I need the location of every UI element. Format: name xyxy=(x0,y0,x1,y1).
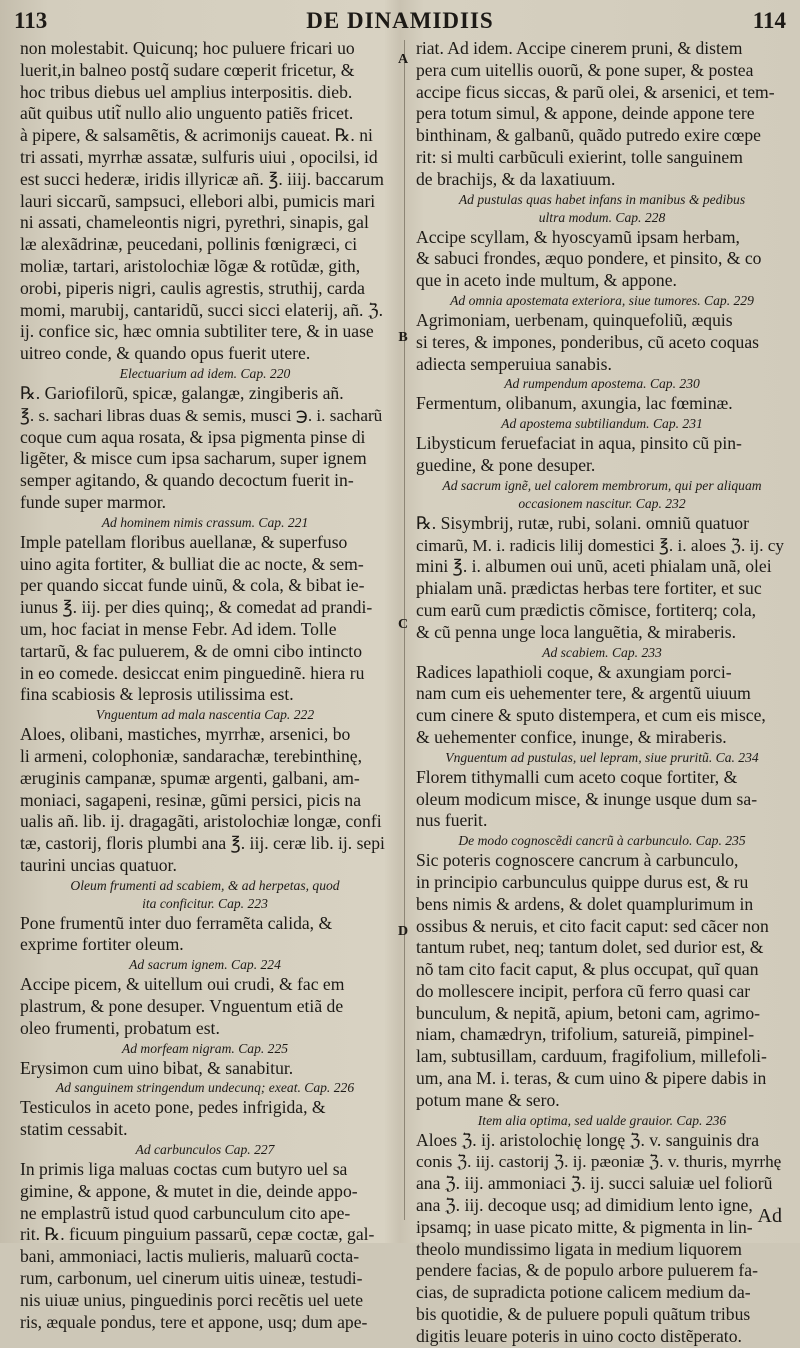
text-line: moniaci, sagapeni, resinæ, gũmi persici, picis na xyxy=(20,789,362,810)
section-heading: Ad apostema subtiliandum. Cap. 231 xyxy=(501,416,703,432)
left-column xyxy=(20,38,390,1333)
text-line: oleum modicum misce, & inunge usque dum sa- xyxy=(416,788,758,809)
text-line: ipsamq; in uase picato mitte, & pigmenta in lin- xyxy=(416,1216,753,1237)
text-line: momi, marubij, cantaridũ, succi sicci elaterij, añ. ℨ. xyxy=(20,299,384,320)
text-line: de brachijs, & da laxatiuum. xyxy=(416,168,616,189)
section-heading: Vnguentum ad mala nascentia Cap. 222 xyxy=(95,707,315,723)
text-line: Accipe picem, & uitellum oui crudi, & fac em xyxy=(20,974,345,995)
text-line: à pipere, & salsamẽtis, & acrimonijs caueat. ℞. ni xyxy=(20,125,373,146)
text-line: fina scabiosis & leprosis utilissima est. xyxy=(20,684,294,705)
text-line: do mollescere incipit, perfora cũ ferro quasi car xyxy=(416,980,751,1001)
text-line: Aloes, olibani, mastiches, myrrhæ, arsenici, bo xyxy=(20,724,351,745)
right-column xyxy=(416,38,788,1348)
running-title: DE DINAMIDIIS xyxy=(306,8,494,33)
text-line: Radices lapathioli coque, & axungiam porci- xyxy=(416,661,732,682)
text-line: Erysimon cum uino bibat, & sanabitur. xyxy=(20,1057,294,1078)
text-line: pera cum uitellis ouorũ, & pone super, & postea xyxy=(416,59,754,80)
text-line: uitreo conde, & quando opus fuerit utere. xyxy=(20,343,311,364)
text-line: ris, æquale pondus, tere et appone, usq; dum ape- xyxy=(20,1311,368,1332)
section-heading: De modo cognoscẽdi cancrũ à carbunculo. Cap. 235 xyxy=(458,833,746,849)
text-line: orobi, piperis nigri, caulis agrestis, struthij, carda xyxy=(20,277,365,298)
section-heading: Ad hominem nimis crassum. Cap. 221 xyxy=(101,514,309,530)
text-line: si teres, & impones, ponderibus, cũ aceto coquas xyxy=(416,331,759,352)
text-line: taurini uncias quatuor. xyxy=(20,854,177,875)
text-line: gimine, & appone, & mutet in die, deinde appo- xyxy=(20,1180,358,1201)
text-line: bani, ammoniaci, lactis mulieris, maluarũ cocta- xyxy=(20,1246,360,1267)
text-line: ℥. s. sachari libras duas & semis, musci ℈. i. sacharũ xyxy=(20,405,383,425)
section-heading: Ad scabiem. Cap. 233 xyxy=(542,644,662,660)
margin-letter-d: D xyxy=(397,924,409,939)
section-heading: ultra modum. Cap. 228 xyxy=(538,209,666,225)
text-line: pendere facias, & de populo arbore puluerem fa- xyxy=(416,1260,758,1281)
text-line: Florem tithymalli cum aceto coque fortiter, & xyxy=(416,766,738,787)
section-heading: occasionem nascitur. Cap. 232 xyxy=(518,495,686,511)
text-line: um, ana M. i. teras, & cum uino & pipere dabis in xyxy=(416,1068,767,1089)
section-heading: Ad omnia apostemata exteriora, siue tumores. Cap. 229 xyxy=(450,292,754,308)
page-number-right: 114 xyxy=(752,8,786,33)
text-line: statim cessabit. xyxy=(20,1119,128,1140)
text-line: phialam unã. prædictas herbas tere fortiter, et suc xyxy=(416,578,762,599)
text-line: coque cum aqua rosata, & ipsa pigmenta pinse di xyxy=(20,426,366,447)
text-line: ij. confice sic, hæc omnia subtiliter tere, & in uase xyxy=(20,321,374,342)
text-line: nõ tam cito facit caput, & plus occupat, quĩ quan xyxy=(416,959,759,980)
text-line: guedine, & pone desuper. xyxy=(416,454,596,475)
text-line: funde super marmor. xyxy=(20,491,167,512)
section-heading: Ad pustulas quas habet infans in manibus & pedibus xyxy=(458,191,746,207)
text-line: semper agitando, & quando decoctum fuerit in- xyxy=(20,470,354,491)
text-line: læ alexãdrinæ, peucedani, pollinis fœnigræci, ci xyxy=(20,234,358,255)
text-line: in principio carbunculus quippe durus est, & ru xyxy=(416,871,749,892)
text-line: in eo comede. desiccat enim pinguedinẽ. hiera ru xyxy=(20,662,365,683)
text-line: cum earũ cum prædictis cõmisce, fortiterq; cola, xyxy=(416,599,757,620)
text-line: ne emplastrũ istud quod carbunculum cito ape- xyxy=(20,1202,351,1223)
text-line: bis quotidie, & de puluere populi quãtum tribus xyxy=(416,1304,751,1325)
section-heading: Oleum frumenti ad scabiem, & ad herpetas, quod xyxy=(70,877,340,893)
section-heading: Ad sacrum ignem. Cap. 224 xyxy=(129,957,281,973)
text-line: potum mane & sero. xyxy=(416,1089,560,1110)
text-line: theolo mundissimo ligata in medium liquorem xyxy=(416,1238,742,1259)
text-line: æruginis campanæ, spumæ argenti, galbani, am- xyxy=(20,767,360,788)
text-line: li armeni, colophoniæ, sandarachæ, terebinthinę, xyxy=(20,745,363,766)
text-line: & sabuci frondes, æquo pondere, et pinsito, & co xyxy=(416,248,762,269)
text-line: pera totum simul, & appone, deinde appone tere xyxy=(416,103,755,124)
text-line: niam, chamædryn, trifolium, satureiã, pimpinel- xyxy=(416,1024,755,1045)
text-line: rit: si multi carbũculi exierint, tolle sanguinem xyxy=(416,146,743,167)
text-line: plastrum, & pone desuper. Vnguentum etiã de xyxy=(20,996,344,1017)
text-line: hoc tribus diebus uel amplius interpositis. dieb. xyxy=(20,81,353,102)
text-line: & uehementer confice, inunge, & miraberis. xyxy=(416,726,727,747)
text-line: Agrimoniam, uerbenam, quinquefoliũ, æquis xyxy=(416,309,733,330)
text-line: exprime fortiter oleum. xyxy=(20,934,184,955)
text-line: ossibus & neruis, et cito facit caput: sed cãcer non xyxy=(416,915,769,936)
text-line: Pone frumentũ inter duo ferramẽta calida, & xyxy=(20,912,333,933)
text-line: cimarũ, M. i. radicis lilij domestici ℥. i. aloes ℨ. ij. cy xyxy=(416,535,785,555)
text-line: Aloes ℨ. ij. aristolochię longę ℨ. v. sanguinis dra xyxy=(416,1129,760,1150)
text-line: adiecta semperuiua sanabis. xyxy=(416,353,612,374)
margin-letter-a: A xyxy=(397,52,409,67)
text-line: non molestabit. Quicunq; hoc puluere fricari uo xyxy=(20,38,355,58)
text-line: digitis leuare poteris in uino cocto distẽperato. xyxy=(416,1325,742,1346)
text-line: Imple patellam floribus auellanæ, & superfuso xyxy=(20,531,348,552)
text-line: luerit,in balneo postq̃ sudare cœperit fricetur, & xyxy=(20,59,355,80)
text-line: Libysticum feruefaciat in aqua, pinsito cũ pin- xyxy=(416,433,742,454)
text-line: ligẽter, & misce cum ipsa sacharum, super ignem xyxy=(20,448,367,469)
text-line: aũt quibus utit̃ nullo alio unguento patiẽs fricet. xyxy=(20,103,354,124)
text-line: accipe ficus siccas, & parũ olei, & arsenici, et tem- xyxy=(416,81,775,102)
text-line: ℞. Sisymbrij, rutæ, rubi, solani. omniũ quatuor xyxy=(416,512,749,533)
text-line: lauri siccarũ, sampsuci, ellebori albi, pumicis mari xyxy=(20,190,376,211)
text-line: nis uiuæ unius, pinguedinis porci recẽtis uel uete xyxy=(20,1289,364,1310)
section-heading: ita conficitur. Cap. 223 xyxy=(142,895,268,911)
text-line: In primis liga maluas coctas cum butyro uel sa xyxy=(20,1159,348,1180)
text-line: bens nimis & ardens, & dolet quamplurimum in xyxy=(416,893,754,914)
page-header xyxy=(14,6,786,36)
text-line: nus fuerit. xyxy=(416,810,488,831)
section-heading: Vnguentum ad pustulas, uel lepram, siue pruritũ. Ca. 234 xyxy=(445,749,759,765)
page-number-left: 113 xyxy=(14,8,48,33)
text-line: cias, de supradicta potione calicem medium da- xyxy=(416,1282,751,1303)
text-line: moliæ, tartari, aristolochiæ lõgæ & rotũdæ, gith, xyxy=(20,255,361,276)
text-line: ana ℨ. iij. decoque usq; ad dimidium lento igne, xyxy=(416,1195,753,1216)
margin-letter-b: B xyxy=(398,330,408,345)
text-line: nam cum eis uehementer tere, & argentũ uiuum xyxy=(416,683,751,704)
text-line: bunculum, & nepitã, apium, betoni cam, agrimo- xyxy=(416,1002,760,1023)
text-line: rit. ℞. ficuum pinguium passarũ, cepæ coctæ, gal- xyxy=(20,1224,375,1245)
text-line: uino agita fortiter, & bulliat die ac nocte, & sem- xyxy=(20,553,364,574)
section-heading: Item alia optima, sed ualde grauior. Cap. 236 xyxy=(477,1112,727,1128)
text-line: oleo frumenti, probatum est. xyxy=(20,1017,220,1038)
text-line: per quando siccat funde uinũ, & cola, & bibat ie- xyxy=(20,575,365,596)
section-heading: Ad sanguinem stringendum undecunq; exeat. Cap. 226 xyxy=(55,1080,355,1096)
text-line: binthinam, & galbanũ, quãdo putredo exire cœpe xyxy=(416,125,761,146)
text-line: Sic poteris cognoscere cancrum à carbunculo, xyxy=(416,850,739,871)
text-line: ni assati, chameleontis nigri, pyrethri, sinapis, gal xyxy=(20,212,369,233)
text-line: conis ℨ. iij. castorij ℨ. ij. pæoniæ ℨ. v. thuris, myrrhę xyxy=(416,1152,782,1172)
text-line: ualis añ. lib. ij. dragagãti, aristolochiæ longæ, confi xyxy=(20,811,382,832)
section-heading: Ad morfeam nigram. Cap. 225 xyxy=(121,1040,289,1056)
text-line: riat. Ad idem. Accipe cinerem pruni, & distem xyxy=(416,38,743,58)
text-line: lam, subtusillam, carduum, fragifolium, millefoli- xyxy=(416,1046,767,1067)
section-heading: Ad rumpendum apostema. Cap. 230 xyxy=(504,376,700,392)
text-line: Fermentum, olibanum, axungia, lac fœminæ. xyxy=(416,393,733,414)
text-line: tri assati, myrrhæ assatæ, sulfuris uiui , opocilsi, id xyxy=(20,146,378,167)
text-line: Testiculos in aceto pone, pedes infrigida, & xyxy=(20,1097,326,1118)
text-line: est succi hederæ, iridis illyricæ añ. ℥. iiij. baccarum xyxy=(20,168,384,189)
section-heading: Ad carbunculos Cap. 227 xyxy=(135,1142,275,1158)
text-line: rum, carbonum, uel cinerum uitis uineæ, testudi- xyxy=(20,1268,363,1289)
text-line: iunus ℥. iij. per dies quinq;, & comedat ad prandi- xyxy=(20,597,373,618)
text-line: tæ, castorij, floris plumbi ana ℥. iij. ceræ lib. ij. sepi xyxy=(20,833,385,854)
margin-letter-c: C xyxy=(397,617,409,632)
text-line: ana ℨ. iij. ammoniaci ℨ. ij. succi saluiæ uel foliorũ xyxy=(416,1173,773,1194)
text-line: tartarũ, & fac puluerem, & de omni cibo intincto xyxy=(20,640,362,661)
text-line: tantum rubet, neq; tantum dolet, sed durior est, & xyxy=(416,937,764,958)
catchword: Ad xyxy=(757,1205,782,1227)
section-heading: Ad sacrum ignẽ, uel calorem membrorum, qui per aliquam xyxy=(442,477,762,493)
text-line: que in aceto inde multum, & appone. xyxy=(416,270,677,291)
text-line: Accipe scyllam, & hyoscyamũ ipsam herbam, xyxy=(416,226,740,247)
section-heading: Electuarium ad idem. Cap. 220 xyxy=(119,365,291,381)
text-line: um, hoc faciat in mense Febr. Ad idem. Tolle xyxy=(20,618,337,639)
text-line: mini ℥. i. albumen oui unũ, aceti phialam unã, olei xyxy=(416,556,772,577)
text-line: cum cinere & sputo distempera, et cum eis misce, xyxy=(416,705,766,726)
text-line: & cũ penna unge loca languẽtia, & miraberis. xyxy=(416,621,736,642)
text-line: ℞. Gariofilorũ, spicæ, galangæ, zingiberis añ. xyxy=(20,382,344,403)
